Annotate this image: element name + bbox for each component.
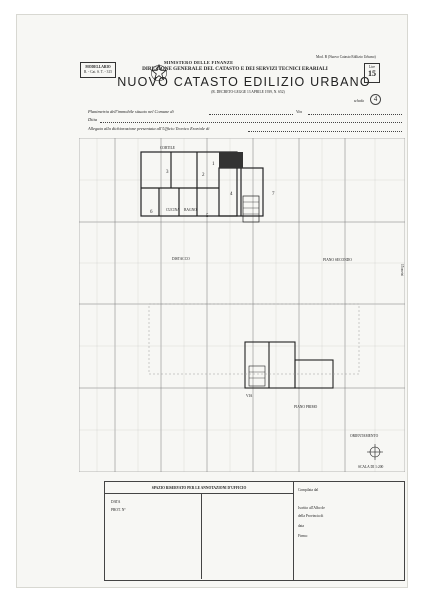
via-label: Via <box>296 109 302 114</box>
allegata-line <box>248 131 402 132</box>
allegata-label: Allegata alla dichiarazione presentata all'Ufficio Tecnico Erariale di <box>88 126 210 131</box>
hatched-wall <box>219 152 243 168</box>
provincia-label: della Provincia di <box>298 514 324 518</box>
compass-icon <box>367 444 383 460</box>
room-number: 4 <box>230 192 233 197</box>
stamp-line-2: R. - Cat. S. T. - 315 <box>83 70 113 74</box>
planimetria-label: Planimetria dell'immobile situato nel Comune di <box>88 109 174 114</box>
model-reference: Mod. B (Nuovo Catasto Edilizio Urbano) <box>316 55 376 59</box>
lire-label: Lire <box>369 65 375 69</box>
compiler-box <box>292 481 405 581</box>
upper-floor-plan <box>141 152 263 222</box>
iscritto-label: Iscritto all'Albo de <box>298 506 325 510</box>
lire-value: 15 <box>368 69 376 78</box>
notes-title: SPAZIO RISERVATO PER LE ANNOTAZIONI D'UFFICIO <box>151 486 247 490</box>
data2-label: data <box>298 524 304 528</box>
via-line <box>308 114 402 115</box>
grid-lines <box>79 138 405 472</box>
label-bagno: BAGNO <box>184 208 197 212</box>
decree-reference: (R. DECRETO-LEGGE 13 APRILE 1939, N. 652) <box>211 90 285 94</box>
scheda-number-text: 4 <box>373 95 378 103</box>
room-number: 1 <box>212 162 215 167</box>
ditta-line <box>100 122 402 123</box>
label-distacco: DISTACCO <box>172 257 190 261</box>
label-piano-primo: PIANO PRIMO <box>294 405 318 409</box>
prot-label: PROT. N° <box>111 508 126 512</box>
notes-column-divider <box>201 493 202 579</box>
compilata-label: Compilata dal <box>298 488 319 492</box>
notes-divider <box>105 493 293 494</box>
document-sheet <box>16 14 408 588</box>
room-number: 3 <box>166 170 169 175</box>
stamp-line-1: MODELLARIO <box>85 65 111 69</box>
room-number: 6 <box>150 210 153 215</box>
scheda-label: scheda <box>354 99 364 103</box>
building-outline <box>149 304 359 374</box>
fine-grid <box>79 138 405 472</box>
document-title: NUOVO CATASTO EDILIZIO URBANO <box>117 75 371 89</box>
room-number: 5 <box>206 214 209 219</box>
scheda-number <box>370 94 381 105</box>
room-number: 2 <box>202 173 205 178</box>
floor-plan-grid <box>79 138 405 472</box>
side-scale-note: 15 metri <box>400 264 404 277</box>
scale-label: SCALA DI 1:200 <box>358 465 384 469</box>
direction-name: DIREZIONE GENERALE DEL CATASTO E DEI SERVIZI TECNICI ERARIALI <box>142 66 328 72</box>
orientamento-label: ORIENTAMENTO <box>350 434 379 438</box>
ministry-name: MINISTERO DELLE FINANZE <box>164 60 234 65</box>
lire-box <box>364 63 380 83</box>
label-cortile: CORTILE <box>160 146 175 150</box>
ditta-label: Ditta <box>88 117 98 122</box>
data-label: DATA <box>111 500 121 504</box>
office-notes-box <box>104 481 294 581</box>
modellario-stamp <box>80 62 116 78</box>
label-piano-secondo: PIANO SECONDO <box>323 258 352 262</box>
comune-line <box>209 114 293 115</box>
label-via: VIA <box>246 394 253 398</box>
lower-floor-plan <box>245 342 333 388</box>
label-cucina: CUCINA <box>166 208 180 212</box>
firma-label: Firma: <box>298 534 308 538</box>
room-number: 7 <box>272 192 275 197</box>
